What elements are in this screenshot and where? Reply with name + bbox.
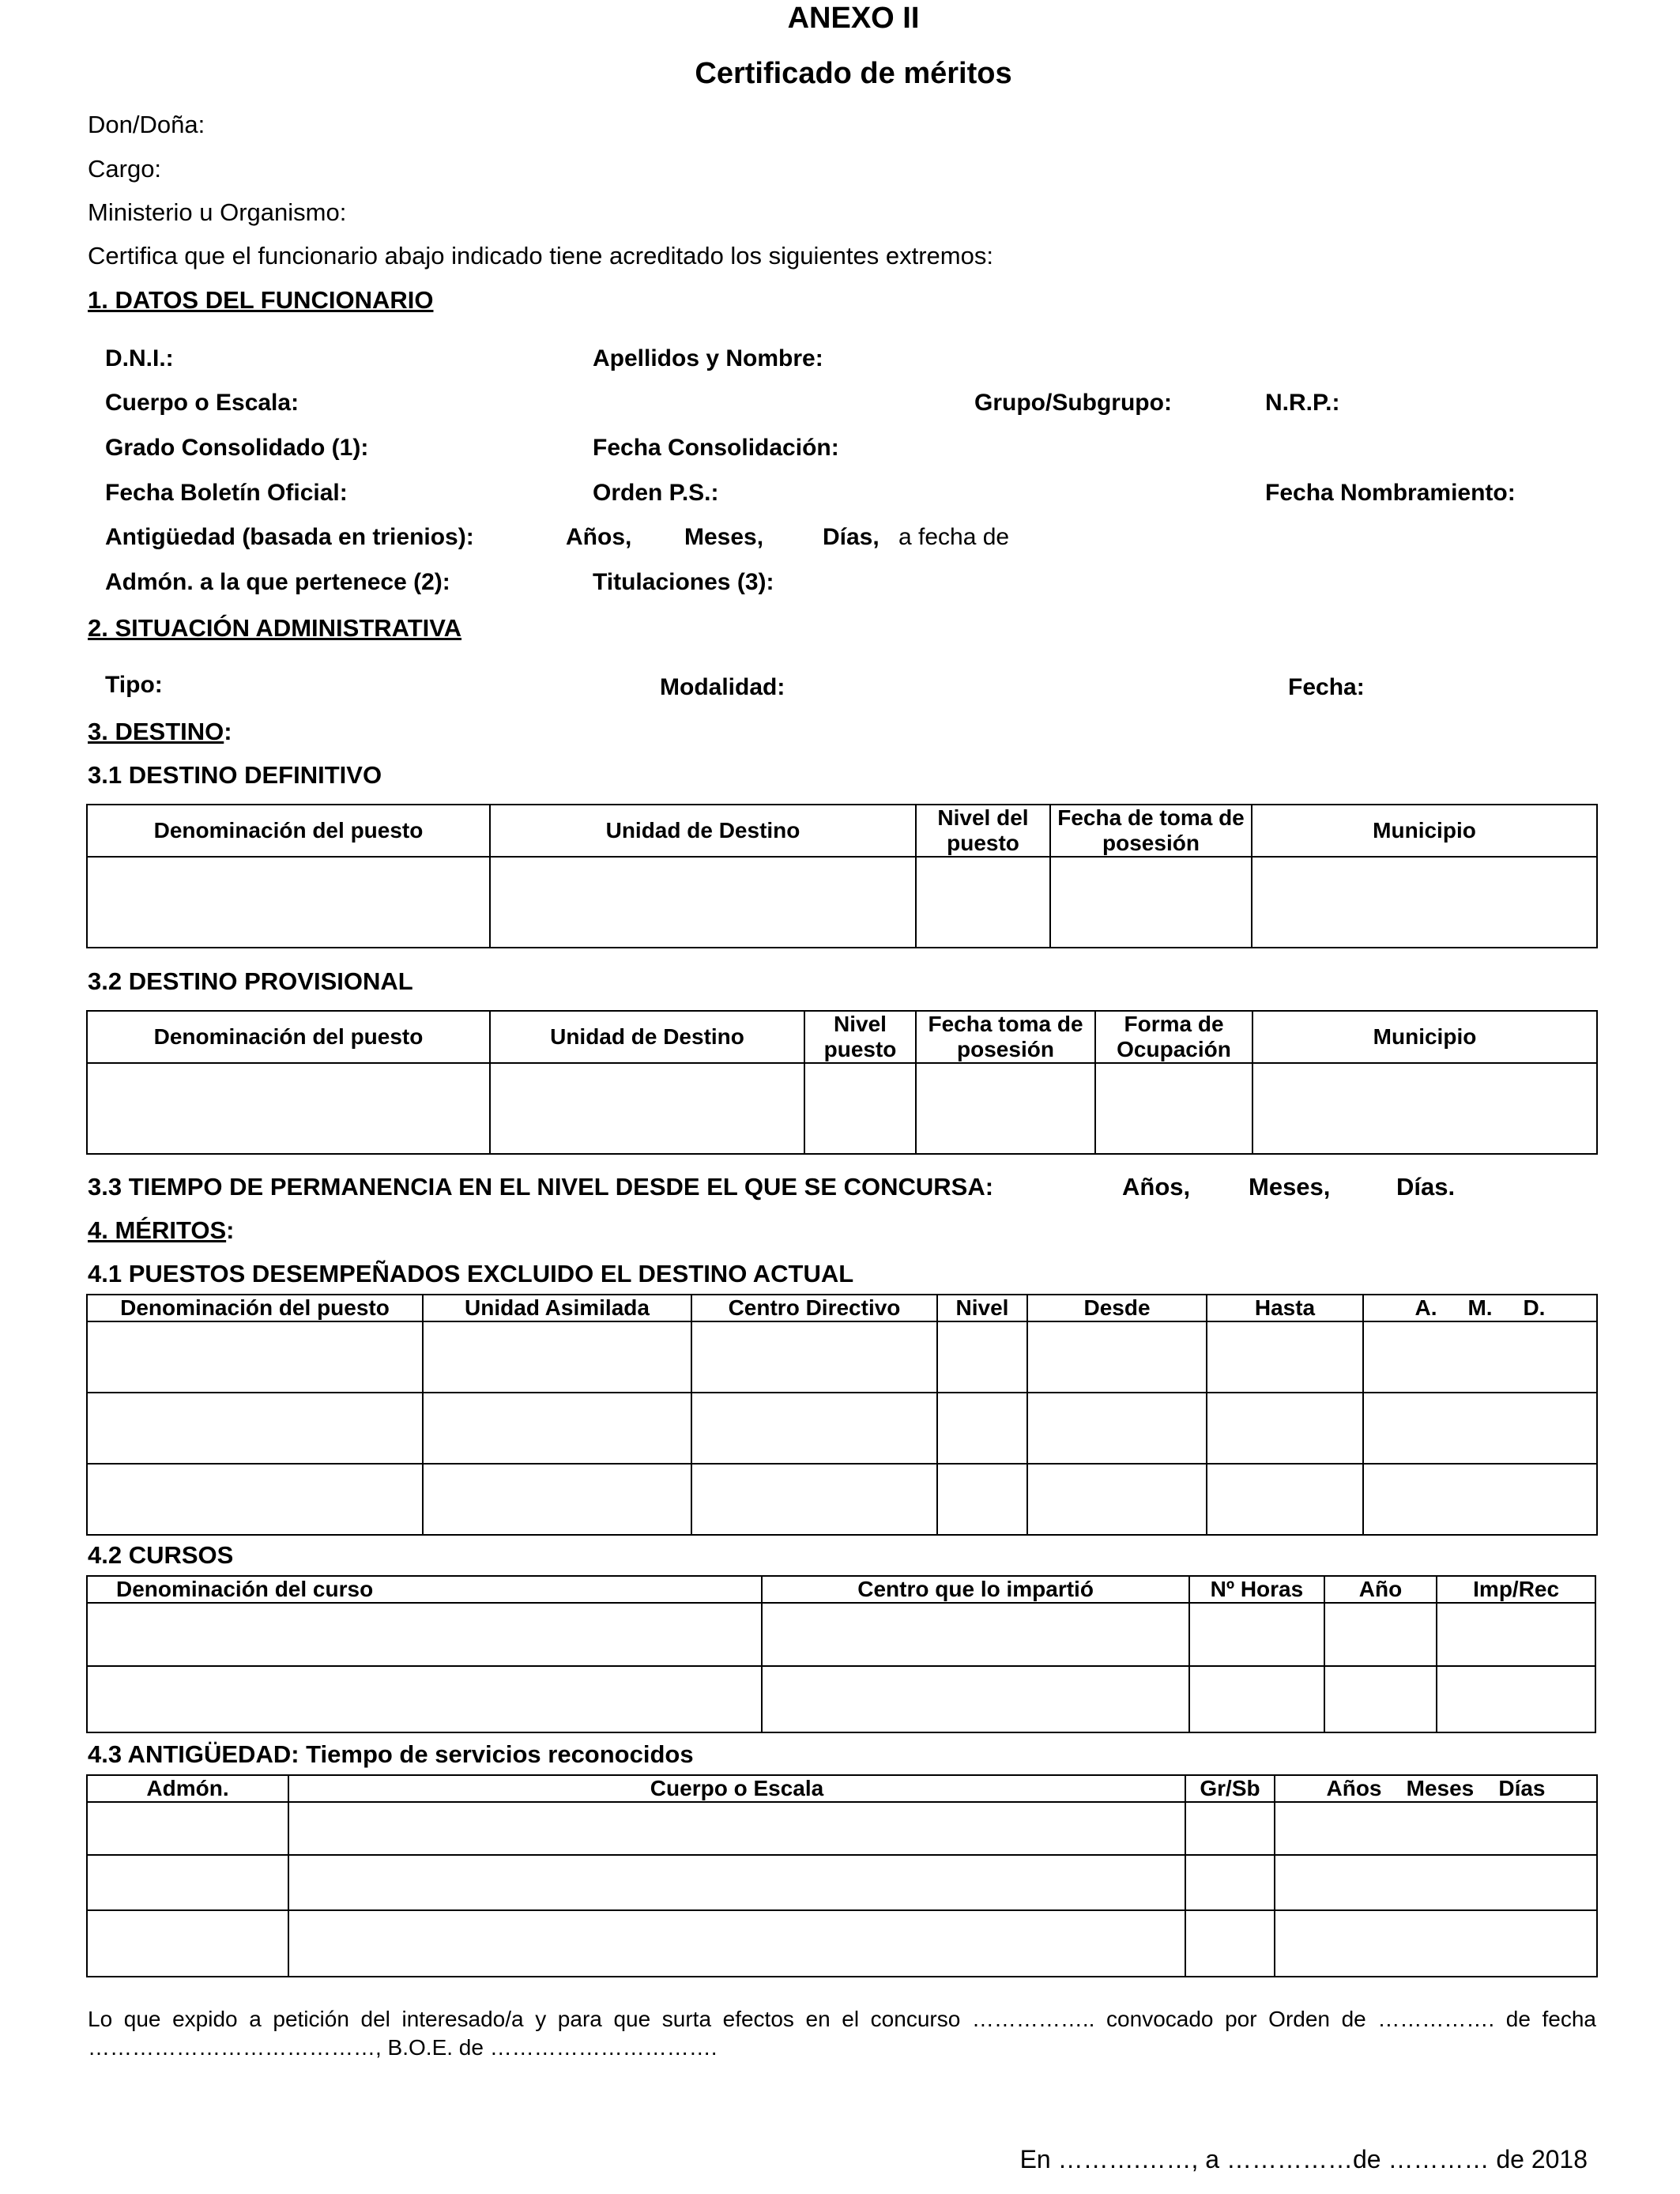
table-row <box>87 1910 1597 1977</box>
table-cell[interactable] <box>1189 1603 1324 1666</box>
column-header: Gr/Sb <box>1185 1775 1275 1802</box>
bulletin-date-label: Fecha Boletín Oficial: <box>105 480 348 506</box>
table-cell[interactable] <box>937 1393 1027 1464</box>
courses-title: 4.2 CURSOS <box>88 1541 234 1569</box>
column-header: Hasta <box>1207 1295 1363 1321</box>
table-cell[interactable] <box>1185 1855 1275 1910</box>
table-row <box>87 857 1597 948</box>
table-row <box>87 1855 1597 1910</box>
table-cell[interactable] <box>288 1855 1185 1910</box>
definitive-destination-table <box>86 804 1598 948</box>
provisional-destination-table <box>86 1010 1598 1155</box>
table-cell[interactable] <box>1027 1464 1207 1535</box>
seniority-as-of-label: a fecha de <box>898 524 1010 550</box>
table-cell[interactable] <box>691 1464 937 1535</box>
table-cell[interactable] <box>762 1603 1189 1666</box>
table-cell[interactable] <box>1050 857 1252 948</box>
grade-label: Grado Consolidado (1): <box>105 435 369 461</box>
seniority-months-label: Meses, <box>684 524 764 550</box>
section-3-title-text: 3. DESTINO <box>88 718 224 745</box>
section-3-title <box>88 718 232 746</box>
table-cell[interactable] <box>490 857 916 948</box>
certifier-name-label: Don/Doña: <box>88 111 205 138</box>
permanence-title: 3.3 TIEMPO DE PERMANENCIA EN EL NIVEL DESDE EL QUE SE CONCURSA: <box>88 1173 994 1201</box>
certifier-position-label: Cargo: <box>88 155 162 183</box>
table-cell[interactable] <box>1189 1666 1324 1732</box>
table-cell[interactable] <box>87 857 490 948</box>
column-header: Unidad Asimilada <box>423 1295 691 1321</box>
column-header: Desde <box>1027 1295 1207 1321</box>
positions-held-title: 4.1 PUESTOS DESEMPEÑADOS EXCLUIDO EL DESTINO ACTUAL <box>88 1260 854 1287</box>
permanence-days-label: Días. <box>1396 1173 1456 1201</box>
table-cell[interactable] <box>423 1464 691 1535</box>
table-cell[interactable] <box>87 1603 762 1666</box>
table-cell[interactable] <box>1275 1855 1597 1910</box>
table-cell[interactable] <box>937 1464 1027 1535</box>
section-4-title-text: 4. MÉRITOS <box>88 1216 227 1244</box>
certifier-ministry-label: Ministerio u Organismo: <box>88 198 347 226</box>
grade-date-label: Fecha Consolidación: <box>593 435 839 461</box>
table-cell[interactable] <box>1027 1393 1207 1464</box>
column-header: Municipio <box>1252 1011 1597 1063</box>
table-cell[interactable] <box>1363 1464 1597 1535</box>
table-cell[interactable] <box>1207 1393 1363 1464</box>
table-cell[interactable] <box>1207 1464 1363 1535</box>
admin-label: Admón. a la que pertenece (2): <box>105 569 450 595</box>
situation-modality-label: Modalidad: <box>660 674 785 700</box>
table-cell[interactable] <box>87 1393 423 1464</box>
section-2-title: 2. SITUACIÓN ADMINISTRATIVA <box>88 614 462 642</box>
nrp-label: N.R.P.: <box>1265 390 1340 416</box>
full-name-label: Apellidos y Nombre: <box>593 345 823 371</box>
table-cell[interactable] <box>87 1063 490 1154</box>
column-header: Año <box>1324 1576 1437 1603</box>
column-header: Centro que lo impartió <box>762 1576 1189 1603</box>
degrees-label: Titulaciones (3): <box>593 569 774 595</box>
column-header: Fecha toma de posesión <box>916 1011 1095 1063</box>
column-header: Cuerpo o Escala <box>288 1775 1185 1802</box>
table-cell[interactable] <box>87 1666 762 1732</box>
column-header: Nivel puesto <box>804 1011 916 1063</box>
order-label: Orden P.S.: <box>593 480 719 506</box>
table-cell[interactable] <box>1185 1802 1275 1855</box>
column-header: Denominación del puesto <box>87 1295 423 1321</box>
document-title: Certificado de méritos <box>695 57 1012 90</box>
table-row <box>87 1666 1595 1732</box>
recognized-seniority-table <box>86 1774 1598 1977</box>
situation-date-label: Fecha: <box>1288 674 1365 700</box>
column-header: Nº Horas <box>1189 1576 1324 1603</box>
table-cell[interactable] <box>288 1802 1185 1855</box>
appointment-date-label: Fecha Nombramiento: <box>1265 480 1516 506</box>
table-cell[interactable] <box>1252 1063 1597 1154</box>
certification-statement: Certifica que el funcionario abajo indicado tiene acreditado los siguientes extremos: <box>88 242 993 270</box>
permanence-months-label: Meses, <box>1249 1173 1331 1201</box>
situation-type-label: Tipo: <box>105 672 163 698</box>
table-cell[interactable] <box>916 857 1050 948</box>
table-row <box>87 1063 1597 1154</box>
table-row <box>87 1802 1597 1855</box>
table-cell[interactable] <box>288 1910 1185 1977</box>
table-row <box>87 1603 1595 1666</box>
column-header: Unidad de Destino <box>490 805 916 857</box>
closing-statement: Lo que expido a petición del interesado/a y para que surta efectos en el concurso …………….. convocado por Orden de ……………. de fecha …………………………………, B.O.E. de …………………………. <box>88 2007 1596 2060</box>
permanence-years-label: Años, <box>1122 1173 1191 1201</box>
group-label: Grupo/Subgrupo: <box>974 390 1172 416</box>
table-cell[interactable] <box>1324 1603 1437 1666</box>
date-signature-line: En ……….……, a ……………de ………… de 2018 <box>1019 2145 1588 2173</box>
table-cell[interactable] <box>1095 1063 1252 1154</box>
seniority-days-label: Días, <box>823 524 880 550</box>
table-cell[interactable] <box>1363 1393 1597 1464</box>
column-header: A. M. D. <box>1363 1295 1597 1321</box>
table-cell[interactable] <box>916 1063 1095 1154</box>
table-cell[interactable] <box>87 1855 288 1910</box>
table-cell[interactable] <box>1363 1321 1597 1393</box>
column-header: Denominación del curso <box>87 1576 762 1603</box>
column-header: Centro Directivo <box>691 1295 937 1321</box>
table-cell[interactable] <box>691 1393 937 1464</box>
table-cell[interactable] <box>1185 1910 1275 1977</box>
table-cell[interactable] <box>691 1321 937 1393</box>
section-3-colon: : <box>224 718 232 745</box>
dni-label: D.N.I.: <box>105 345 174 371</box>
table-row <box>87 1321 1597 1393</box>
table-cell[interactable] <box>1437 1603 1595 1666</box>
table-cell[interactable] <box>937 1321 1027 1393</box>
table-cell[interactable] <box>87 1910 288 1977</box>
table-cell[interactable] <box>1437 1666 1595 1732</box>
table-cell[interactable] <box>423 1393 691 1464</box>
table-cell[interactable] <box>87 1802 288 1855</box>
column-header: Admón. <box>87 1775 288 1802</box>
seniority-label: Antigüedad (basada en trienios): <box>105 524 474 550</box>
body-scale-label: Cuerpo o Escala: <box>105 390 299 416</box>
table-cell[interactable] <box>1027 1321 1207 1393</box>
table-cell[interactable] <box>804 1063 916 1154</box>
column-header: Unidad de Destino <box>490 1011 804 1063</box>
column-header: Fecha de toma de posesión <box>1050 805 1252 857</box>
table-cell[interactable] <box>1207 1321 1363 1393</box>
table-cell[interactable] <box>87 1321 423 1393</box>
table-cell[interactable] <box>87 1464 423 1535</box>
table-cell[interactable] <box>1275 1910 1597 1977</box>
column-header: Municipio <box>1252 805 1597 857</box>
table-row <box>87 1393 1597 1464</box>
positions-held-table <box>86 1294 1598 1536</box>
section-1-title: 1. DATOS DEL FUNCIONARIO <box>88 286 434 314</box>
table-cell[interactable] <box>1324 1666 1437 1732</box>
provisional-destination-title: 3.2 DESTINO PROVISIONAL <box>88 967 413 995</box>
column-header: Nivel del puesto <box>916 805 1050 857</box>
column-header: Nivel <box>937 1295 1027 1321</box>
table-cell[interactable] <box>1252 857 1597 948</box>
courses-table <box>86 1575 1596 1733</box>
section-4-title <box>88 1216 234 1245</box>
definitive-destination-title: 3.1 DESTINO DEFINITIVO <box>88 761 382 789</box>
column-header: Denominación del puesto <box>87 1011 490 1063</box>
table-cell[interactable] <box>490 1063 804 1154</box>
table-cell[interactable] <box>1275 1802 1597 1855</box>
column-header: Años Meses Días <box>1275 1775 1597 1802</box>
column-header: Imp/Rec <box>1437 1576 1595 1603</box>
column-header: Forma de Ocupación <box>1095 1011 1252 1063</box>
column-header: Denominación del puesto <box>87 805 490 857</box>
table-row <box>87 1464 1597 1535</box>
table-cell[interactable] <box>762 1666 1189 1732</box>
recognized-seniority-title: 4.3 ANTIGÜEDAD: Tiempo de servicios reconocidos <box>88 1740 694 1768</box>
seniority-years-label: Años, <box>566 524 632 550</box>
annex-heading: ANEXO II <box>787 2 920 35</box>
section-4-colon: : <box>226 1216 235 1244</box>
table-cell[interactable] <box>423 1321 691 1393</box>
